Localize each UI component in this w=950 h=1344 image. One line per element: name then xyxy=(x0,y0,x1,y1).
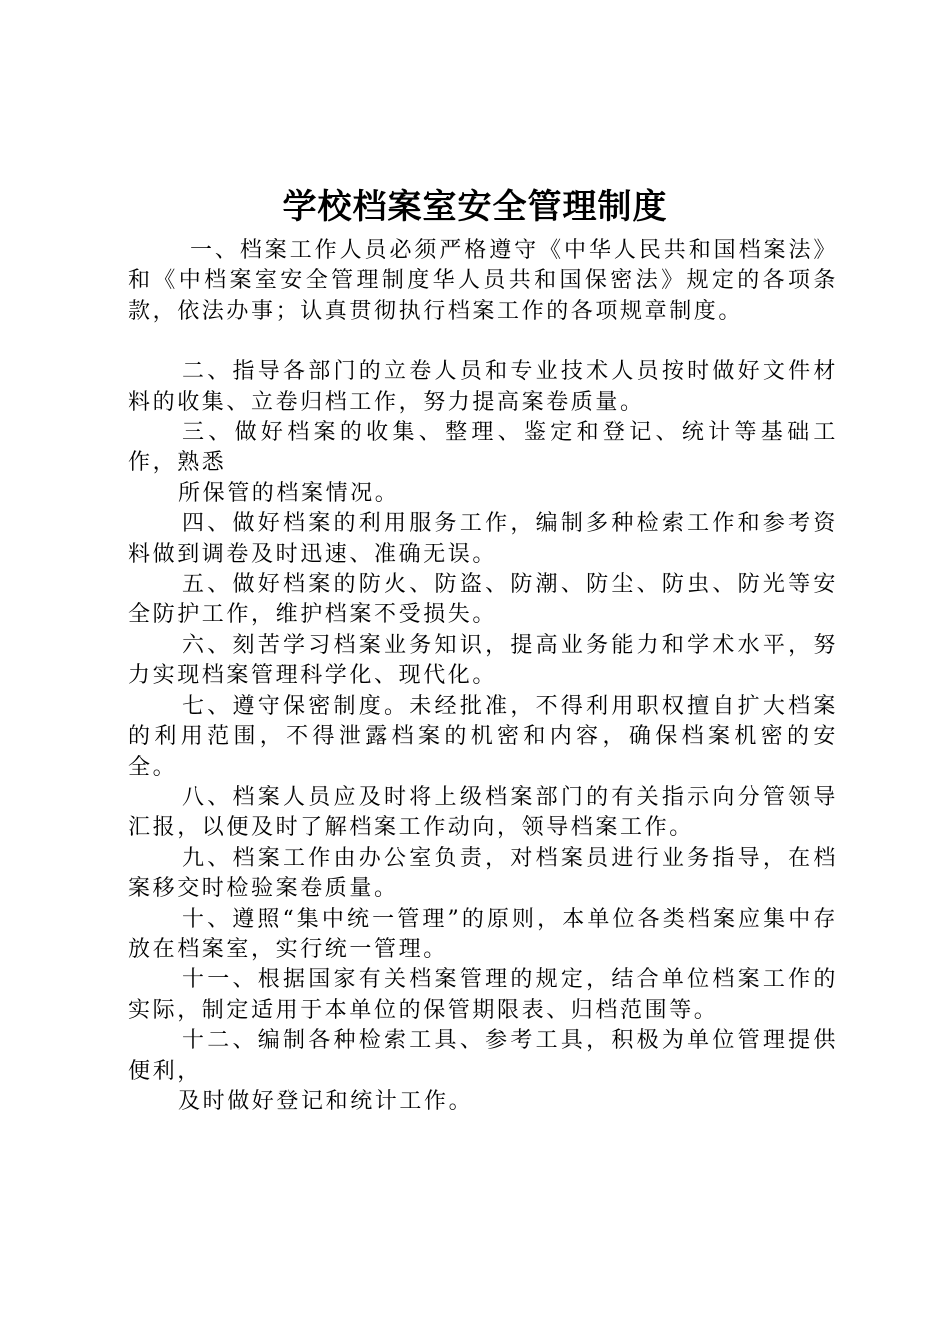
paragraph-12: 十二、编制各种检索工具、参考工具，积极为单位管理提供便利， xyxy=(128,1028,838,1084)
paragraph-2: 二、指导各部门的立卷人员和专业技术人员按时做好文件材料的收集、立卷归档工作，努力提高案卷质量。 xyxy=(128,359,838,415)
paragraph-6: 六、刻苦学习档案业务知识，提高业务能力和学术水平，努力实现档案管理科学化、现代化。 xyxy=(128,632,838,689)
document-body xyxy=(128,236,838,1117)
paragraph-3-continuation: 所保管的档案情况。 xyxy=(178,480,400,506)
paragraph-12-continuation: 及时做好登记和统计工作。 xyxy=(178,1088,474,1114)
document-title: 学校档案室安全管理制度 xyxy=(282,187,668,227)
paragraph-5: 五、做好档案的防火、防盗、防潮、防尘、防虫、防光等安全防护工作，维护档案不受损失。 xyxy=(128,572,838,628)
paragraph-3: 三、做好档案的收集、整理、鉴定和登记、统计等基础工作，熟悉 xyxy=(128,420,838,476)
paragraph-1: 一、档案工作人员必须严格遵守《中华人民共和国档案法》和《中档案室安全管理制度华人员共和国保密法》规定的各项条款，依法办事；认真贯彻执行档案工作的各项规章制度。 xyxy=(128,238,838,324)
paragraph-7: 七、遵守保密制度。未经批准，不得利用职权擅自扩大档案的利用范围，不得泄露档案的机密和内容，确保档案机密的安全。 xyxy=(128,693,838,780)
paragraph-9: 九、档案工作由办公室负责，对档案员进行业务指导，在档案移交时检验案卷质量。 xyxy=(128,845,838,902)
paragraph-4: 四、做好档案的利用服务工作，编制多种检索工作和参考资料做到调卷及时迅速、准确无误。 xyxy=(128,511,838,567)
paragraph-11: 十一、根据国家有关档案管理的规定，结合单位档案工作的实际，制定适用于本单位的保管期限表、归档范围等。 xyxy=(128,967,838,1023)
paragraph-10: 十、遵照“集中统一管理”的原则，本单位各类档案应集中存放在档案室，实行统一管理。 xyxy=(128,906,838,962)
paragraph-8: 八、档案人员应及时将上级档案部门的有关指示向分管领导汇报，以便及时了解档案工作动向，领导档案工作。 xyxy=(128,784,838,841)
